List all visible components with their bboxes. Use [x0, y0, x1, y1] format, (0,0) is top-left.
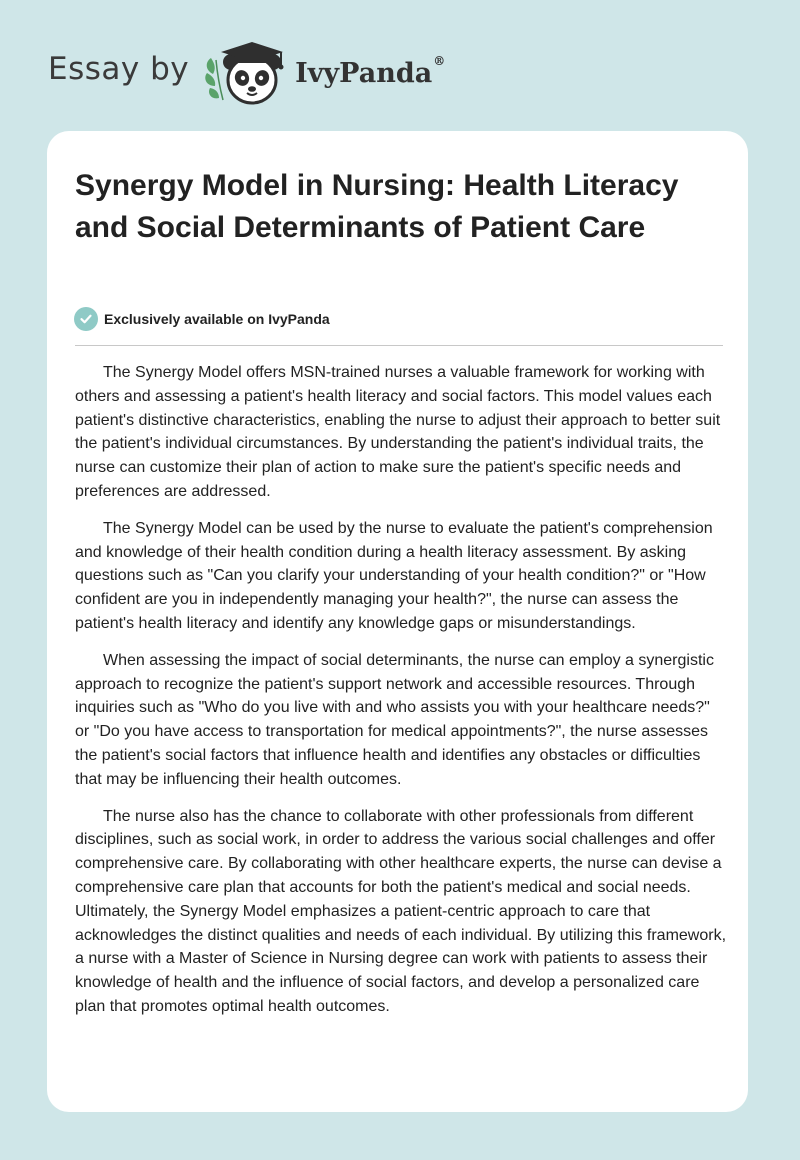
site-header: [48, 36, 445, 108]
badge-label: Exclusively available on IvyPanda: [104, 311, 330, 327]
paragraph: When assessing the impact of social determinants, the nurse can employ a synergistic approach to recognize the patient's support network and accessible resources. Through inquiries such as "Who do you live with and who assists you with your healthcare needs?" or "Do you have access to transportation for medical appointments?", the nurse assesses the patient's social factors that influence health and identifies any obstacles or difficulties that may be influencing their health outcomes.: [75, 651, 714, 788]
brand-prefix: Essay by: [48, 51, 190, 87]
registered-mark: ®: [433, 53, 446, 68]
paragraph: The nurse also has the chance to collaborate with other professionals from different disciplines, such as social work, in order to address the various social challenges and offer comprehensive care. By collaborating with other healthcare experts, the nurse can devise a comprehensive care plan that accounts for both the patient's medical and social needs. Ultimately, the Synergy Model emphasizes a patient-centric approach to care that acknowledges the distinct qualities and needs of each individual. By utilizing this framework, a nurse with a Master of Science in Nursing degree can work with patients to assess their knowledge of health and the influence of social factors, and develop a personalized care plan that promotes optimal health outcomes.: [75, 807, 727, 1015]
panda-logo-icon: [203, 36, 293, 108]
brand-name-text: IvyPanda: [295, 57, 433, 89]
check-icon: [74, 307, 98, 331]
essay-card: [47, 131, 748, 1112]
essay-body: [75, 361, 727, 1032]
brand-name: [295, 53, 446, 89]
availability-badge: [74, 307, 330, 331]
paragraph: The Synergy Model can be used by the nurse to evaluate the patient's comprehension and knowledge of their health condition during a health literacy assessment. By asking questions such as "Can you clarify your understanding of your health condition?" or "How confident are you in independently managing your health?", the nurse can assess the patient's health literacy and identify any knowledge gaps or misunderstandings.: [75, 519, 713, 632]
essay-title: Synergy Model in Nursing: Health Literacy and Social Determinants of Patient Care: [75, 169, 679, 244]
paragraph: The Synergy Model offers MSN-trained nurses a valuable framework for working with others and assessing a patient's health literacy and social factors. This model values each patient's distinctive characteristics, enabling the nurse to adjust their approach to better suit the patient's individual circumstances. By understanding the patient's individual traits, the nurse can customize their plan of action to make sure the patient's specific needs and preferences are addressed.: [75, 364, 721, 500]
divider: [75, 345, 723, 346]
checkmark-glyph: [79, 312, 93, 326]
